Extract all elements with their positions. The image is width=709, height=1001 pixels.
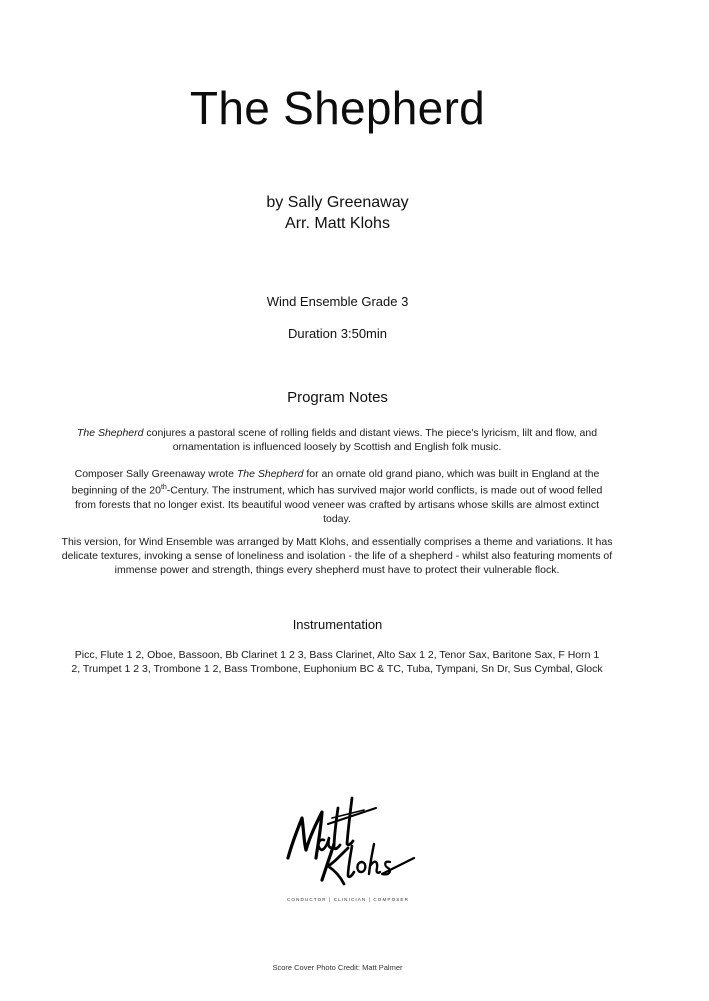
paragraph-text: -Century. The instrument, which has survived major world conflicts, is made out of wood felled from forests that no longer exist. Its beautiful wood veneer was crafted by artisans whose skills are almost extinct today. (74, 484, 603, 525)
signature-logo-graphic (278, 788, 418, 908)
program-notes-paragraph-1 (70, 426, 604, 454)
piece-title-italic: The Shepherd (76, 427, 144, 439)
instrumentation-heading: Instrumentation (292, 617, 383, 632)
program-notes-paragraph-2 (70, 467, 604, 526)
paragraph-text: for an ornate old grand piano, which was built in England at the beginning of the 20 (71, 468, 600, 497)
duration: Duration 3:50min (288, 326, 387, 341)
composer-credit: by Sally Greenaway (266, 194, 409, 211)
photo-credit: Score Cover Photo Credit: Matt Palmer (272, 963, 403, 972)
ensemble-grade: Wind Ensemble Grade 3 (266, 294, 409, 309)
byline (0, 192, 675, 234)
matt-klohs-signature-logo (278, 788, 418, 908)
logo-tagline: CONDUCTOR | CLINICIAN | COMPOSER (287, 897, 409, 902)
page-title: The Shepherd (189, 82, 486, 134)
ordinal-superscript: th (160, 484, 167, 491)
program-notes-heading: Program Notes (287, 389, 388, 406)
program-notes-paragraph-3: This version, for Wind Ensemble was arranged by Matt Klohs, and essentially comprises a theme and variations. It has delicate textures, invoking a sense of loneliness and isolation - the life of a shepherd - whilst also featuring moments of immense power and strength, things every shepherd must have to protect their vulnerable flock. (61, 536, 613, 576)
instrumentation-list: Picc, Flute 1 2, Oboe, Bassoon, Bb Clarinet 1 2 3, Bass Clarinet, Alto Sax 1 2, Tenor Sax, Baritone Sax, F Horn 1 2, Trumpet 1 2 3, Trombone 1 2, Bass Trombone, Euphonium BC & TC, Tuba, Tympani, Sn Dr, Sus Cymbal, Glock (71, 649, 603, 675)
paragraph-text: Composer Sally Greenaway wrote (74, 468, 237, 480)
paragraph-text: conjures a pastoral scene of rolling fields and distant views. The piece's lyricism, lilt and flow, and ornamentation is influenced loosely by Scottish and English folk music. (143, 427, 598, 453)
arranger-credit: Arr. Matt Klohs (285, 215, 390, 232)
piece-title-italic: The Shepherd (236, 468, 304, 480)
